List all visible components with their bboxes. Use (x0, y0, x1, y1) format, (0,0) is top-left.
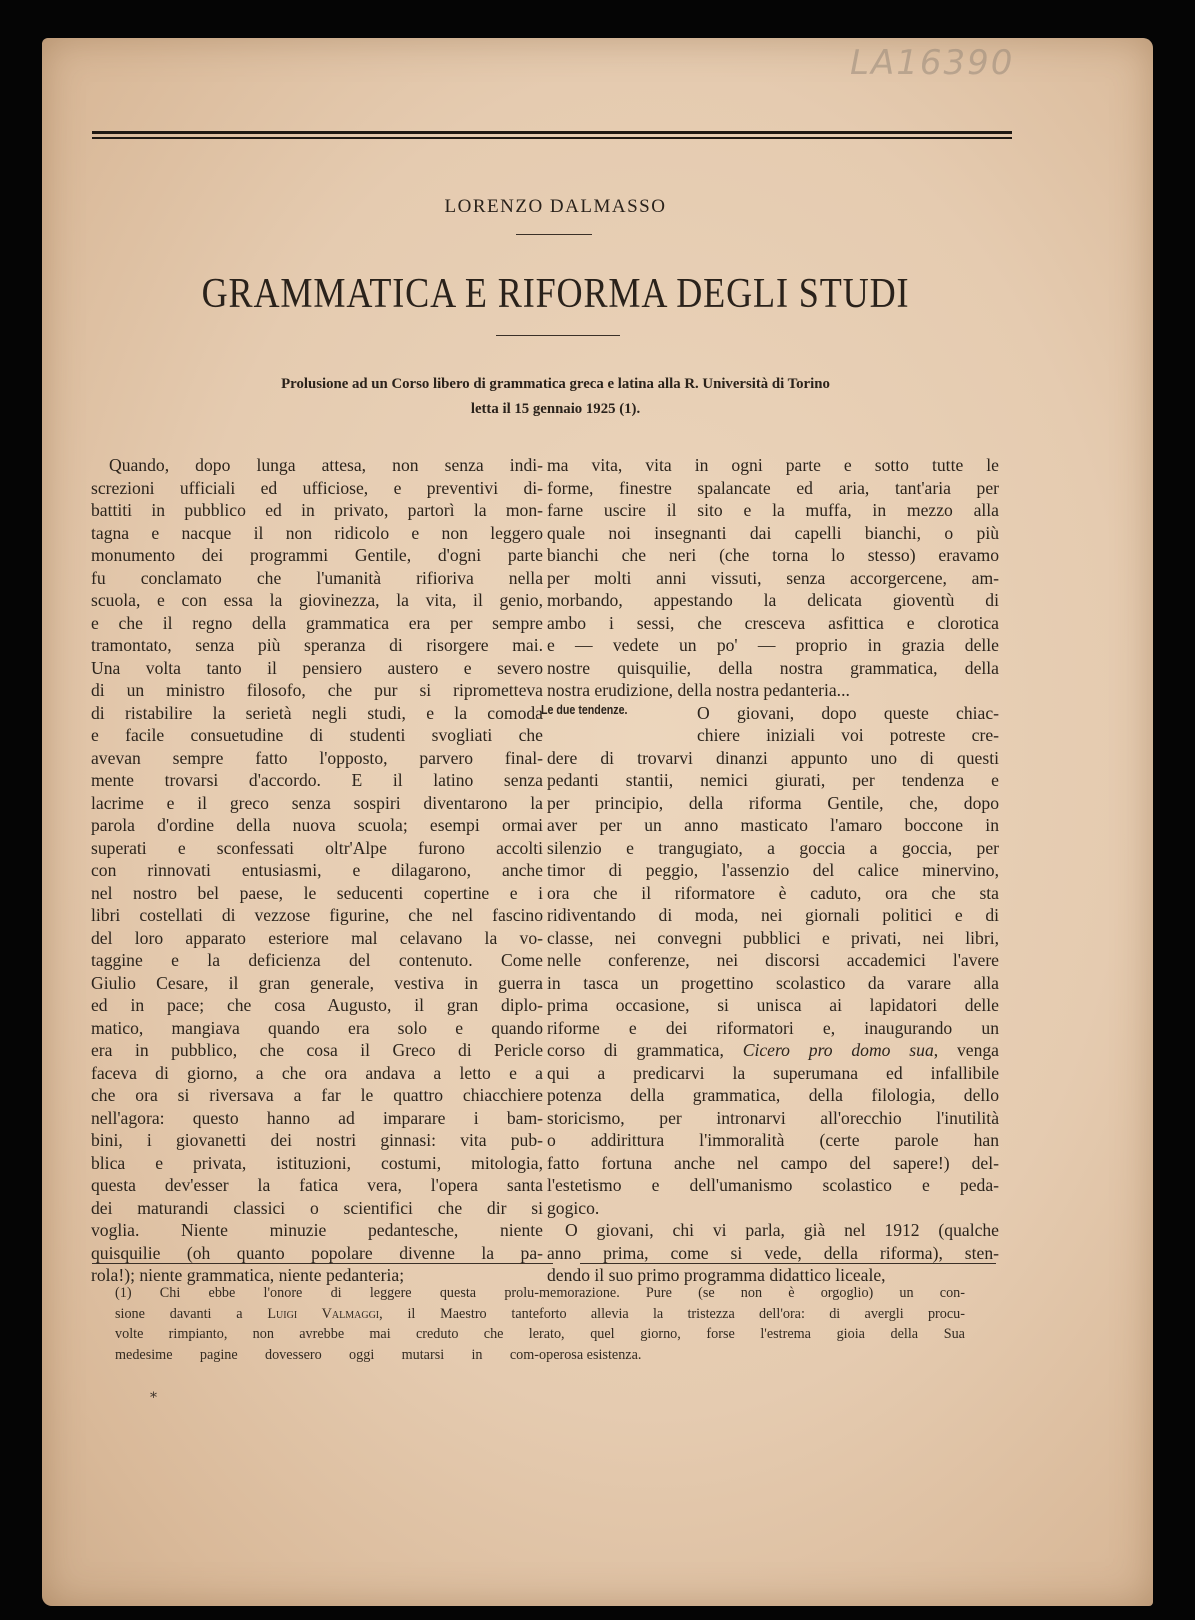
text-line: pedanti stantii, nemici giurati, per tendenza e (547, 770, 999, 790)
text-line: timor di peggio, l'assenzio del calice minervino, (547, 860, 999, 880)
text-line: Quando, dopo lunga attesa, non senza indi- (109, 455, 543, 475)
footnote-left (115, 1283, 539, 1365)
footnote-rule-left (92, 1263, 553, 1264)
text-line: taggine e la deficienza del contenuto. Come (91, 950, 543, 970)
text-line: anno prima, come si vede, della riforma), sten- (547, 1242, 999, 1263)
text-line: bini, i giovanetti dei nostri ginnasi: vita pub- (91, 1130, 543, 1150)
text-line: screzioni ufficiali ed ufficiose, e preventivi di- (91, 477, 543, 498)
text-line: tramontato, senza più speranza di risorgere mai. (91, 635, 543, 655)
footnote-line: rato, quel giorno, forse l'estrema gioia della Sua (539, 1326, 965, 1342)
footnote-line: (1) Chi ebbe l'onore di leggere questa prolu- (115, 1285, 539, 1301)
text-line: tagna e nacque il non ridicolo e non leggero (91, 522, 543, 543)
text-line: fu conclamato che l'umanità rifioriva nella (91, 567, 543, 588)
right-column (547, 454, 999, 1287)
text-line: che ora si riversava a far le quattro chiacchiere (91, 1085, 543, 1105)
footnote-line: memorazione. Pure (se non è orgoglio) un con- (539, 1285, 965, 1301)
text-line: silenzio e trangugiato, a goccia a goccia, per (547, 837, 999, 858)
author-name: LORENZO DALMASSO (444, 196, 667, 217)
text-line: O giovani, chi vi parla, già nel 1912 (qualche (565, 1220, 999, 1240)
text-line: e — vedete un po' — proprio in grazia delle (547, 635, 999, 655)
text-line: di ristabilire la serietà negli studi, e la comoda (91, 702, 543, 723)
text-line: e che il regno della grammatica era per sempre (91, 612, 543, 633)
subtitle-line-1: Prolusione ad un Corso libero di grammatica greca e latina alla R. Università di Torino (281, 376, 830, 392)
text-line: Giulio Cesare, il gran generale, vestiva in guerra (91, 972, 543, 993)
text-line: per molti anni vissuti, senza accorgercene, am- (547, 567, 999, 588)
text-line: e facile consuetudine di studenti svogliati che (91, 725, 543, 745)
text-line: bianchi che neri (che torna lo stesso) eravamo (547, 545, 999, 565)
header-rule-top (92, 131, 1012, 134)
text-line: nostra erudizione, della nostra pedanteria... (547, 680, 850, 700)
text-line: classe, nei convegni pubblici e privati, nei libri, (547, 927, 999, 948)
page-title: GRAMMATICA E RIFORMA DEGLI STUDI (201, 271, 910, 317)
text-line: del loro apparato esteriore mal celavano la vo- (91, 927, 543, 948)
text-line: voglia. Niente minuzie pedantesche, niente (91, 1220, 543, 1240)
text-line: nelle conferenze, nei discorsi accademici l'avere (547, 950, 999, 970)
text-line: matico, mangiava quando era solo e quando (91, 1017, 543, 1038)
text-line: lacrime e il greco senza sospiri diventarono la (91, 792, 543, 813)
text-line: corso di grammatica, Cicero pro domo sua, venga (547, 1040, 999, 1060)
text-line: nostre quisquilie, della nostra grammatica, della (547, 657, 999, 678)
text-line: scuola, e con essa la giovinezza, la vita, il genio, (91, 590, 543, 610)
text-line: parola d'ordine della nuova scuola; esempi ormai (91, 815, 543, 835)
text-line: o addirittura l'immoralità (certe parole han (547, 1130, 999, 1150)
text-line: ambo i sessi, che cresceva asfittica e clorotica (547, 612, 999, 633)
text-line: Una volta tanto il pensiero austero e severo (91, 657, 543, 678)
text-line: nell'agora: questo hanno ad imparare i bam- (91, 1107, 543, 1128)
footnote-line: medesime pagine dovessero oggi mutarsi in com- (115, 1346, 539, 1363)
latin-phrase: Cicero pro domo sua (742, 1040, 934, 1060)
text-line: fatto fortuna anche nel campo del sapere!) del- (547, 1152, 999, 1173)
text-line: ora che il riformatore è caduto, ora che sta (547, 882, 999, 903)
text-line: O giovani, dopo queste chiac- (697, 702, 999, 723)
text-line: quisquilie (oh quanto popolare divenne la pa- (91, 1242, 543, 1263)
footnote-rule-right (580, 1263, 996, 1264)
maestro-name: Luigi Valmaggi (267, 1305, 380, 1322)
text-line: morbando, appestando la delicata gioventù di (547, 590, 999, 610)
text-line: ridiventando di moda, nei giornali politici e di (547, 905, 999, 925)
text-line: libri costellati di vezzose figurine, che nel fascino (91, 905, 543, 925)
text-line: battiti in pubblico ed in privato, partorì la mon- (91, 500, 543, 520)
footnote-line: volte rimpianto, non avrebbe mai creduto che le (115, 1326, 539, 1342)
text-line: era in pubblico, che cosa il Greco di Pericle (91, 1040, 543, 1060)
text-line: ma vita, vita in ogni parte e sotto tutte le (547, 455, 999, 475)
text-line: questa dev'esser la fatica vera, l'opera santa (91, 1175, 543, 1195)
text-line: l'estetismo e dell'umanismo scolastico e peda- (547, 1175, 999, 1195)
left-column (91, 454, 543, 1287)
text-line: superati e sconfessati oltr'Alpe furono accolti (91, 837, 543, 858)
footnote-right (539, 1283, 965, 1365)
text-line: di un ministro filosofo, che pur si riprometteva (91, 680, 543, 700)
text-line: mente trovarsi d'accordo. E il latino senza (91, 770, 543, 790)
text-line: per principio, della riforma Gentile, che, dopo (547, 792, 999, 813)
text-line: nel nostro bel paese, le seducenti copertine e i (91, 882, 543, 903)
text-line: riforme e dei riformatori e, inaugurando un (547, 1017, 999, 1038)
text-line: faceva di giorno, a che ora andava a letto e a (91, 1062, 543, 1083)
header-rule-bottom (92, 137, 1012, 139)
text-line: chiere iniziali voi potreste cre- (697, 725, 999, 745)
signature-mark: * (150, 1390, 157, 1406)
text-line: forme, finestre spalancate ed aria, tant'aria per (547, 477, 999, 498)
subtitle (0, 372, 1111, 422)
margin-note: Le due tendenze. (541, 702, 628, 717)
footnote-line: sione davanti a Luigi Valmaggi, il Maestro tante (115, 1305, 539, 1322)
text-line: in tasca un progettino scolastico da varare alla (547, 972, 999, 993)
text-line: quale noi insegnanti dai capelli bianchi, o più (547, 522, 999, 543)
text-line: farne uscire il sito e la muffa, in mezzo alla (547, 500, 999, 520)
text-line: aver per un anno masticato l'amaro boccone in (547, 815, 999, 835)
author-rule (516, 234, 592, 235)
shelfmark-pencil-note: LA16390 (850, 43, 1015, 83)
text-line: dere di trovarvi dinanzi appunto uno di questi (547, 747, 999, 768)
footnote-line: operosa esistenza. (539, 1346, 642, 1363)
text-line: gogico. (547, 1197, 600, 1218)
text-line: ed in pace; che cosa Augusto, il gran diplo- (91, 995, 543, 1015)
text-line: blica e privata, istituzioni, costumi, mitologia, (91, 1152, 543, 1173)
text-line: avevan sempre fatto l'opposto, parvero final- (91, 747, 543, 768)
text-line: monumento dei programmi Gentile, d'ogni parte (91, 545, 543, 565)
text-line: storicismo, per intronarvi all'orecchio l'inutilità (547, 1107, 999, 1128)
subtitle-line-2: letta il 15 gennaio 1925 (1). (470, 401, 641, 417)
text-line: dei maturandi classici o scientifici che dir si (91, 1197, 543, 1218)
text-line: rola!); niente grammatica, niente pedanteria; (91, 1265, 405, 1285)
text-line: prima occasione, si unisca ai lapidatori delle (547, 995, 999, 1015)
text-line: potenza della grammatica, della filologia, dello (547, 1085, 999, 1105)
text-line: dendo il suo primo programma didattico liceale, (547, 1265, 886, 1285)
text-line: con rinnovati entusiasmi, e dilagarono, anche (91, 860, 543, 880)
title-rule (496, 335, 620, 336)
text-line: qui a predicarvi la superumana ed infallibile (547, 1062, 999, 1083)
footnote-line: forto allevia la tristezza dell'ora: di avergli procu- (539, 1305, 965, 1322)
